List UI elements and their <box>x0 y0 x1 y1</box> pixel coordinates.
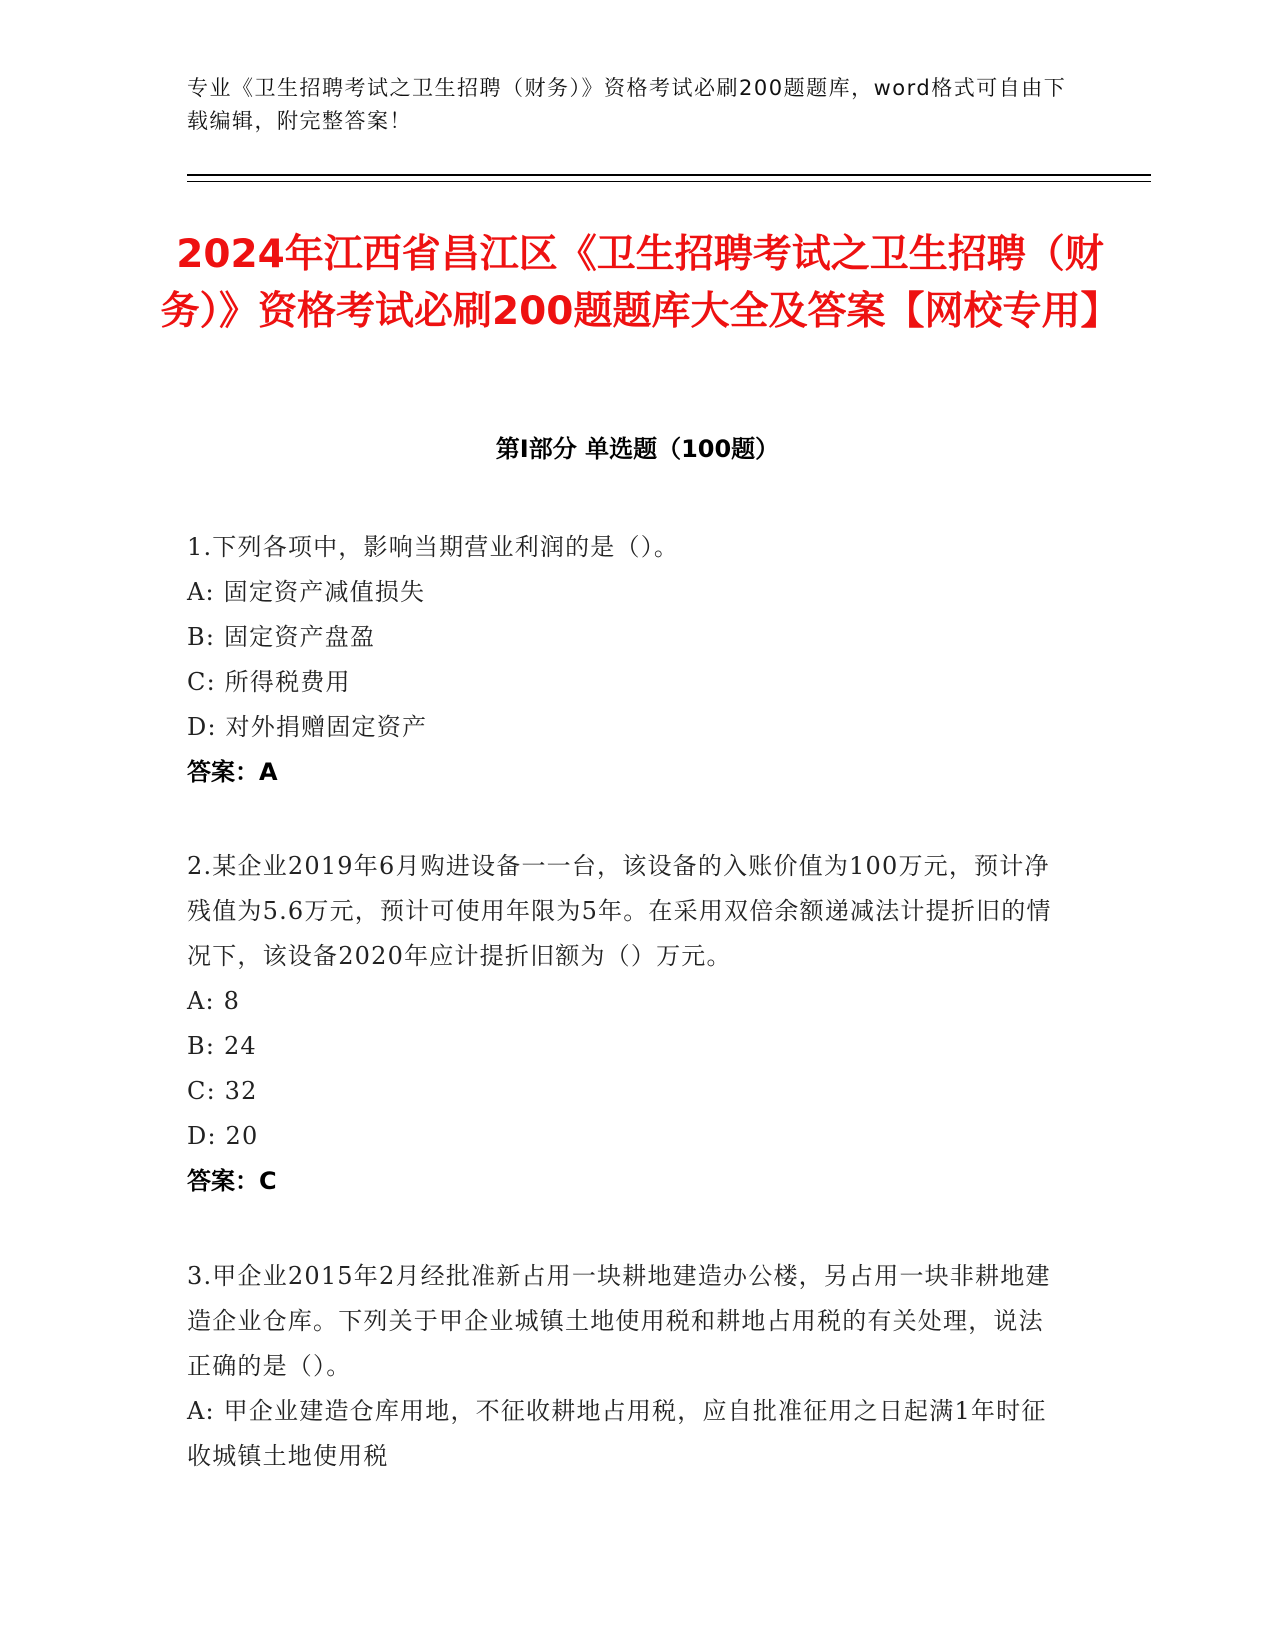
option-c: C: 所得税费用 <box>187 668 351 696</box>
question-stem: 3.甲企业2015年2月经批准新占用一块耕地建造办公楼，另占用一块非耕地建造企业仓库。下列关于甲企业城镇土地使用税和耕地占用税的有关处理，说法正确的是（）。 <box>187 1262 1051 1380</box>
question-2 <box>187 844 1067 1204</box>
question-stem: 2.某企业2019年6月购进设备一一台，该设备的入账价值为100万元，预计净残值为5.6万元，预计可使用年限为5年。在采用双倍余额递减法计提折旧的情况下，该设备2020年应计提折旧额为（）万元。 <box>187 852 1052 970</box>
option-a: A: 固定资产减值损失 <box>187 578 426 606</box>
section-title: 第I部分 单选题（100题） <box>495 435 780 463</box>
option-b: B: 24 <box>187 1032 257 1060</box>
question-1 <box>187 525 1067 795</box>
header-note: 专业《卫生招聘考试之卫生招聘（财务）》资格考试必刷200题题库，word格式可自由下载编辑，附完整答案！ <box>187 76 1067 133</box>
option-b: B: 固定资产盘盈 <box>187 623 376 651</box>
option-a: A: 甲企业建造仓库用地，不征收耕地占用税，应自批准征用之日起满1年时征收城镇土地使用税 <box>187 1397 1047 1470</box>
answer: 答案：A <box>187 758 278 786</box>
header-divider-thick <box>187 174 1151 176</box>
question-3 <box>187 1254 1067 1479</box>
option-d: D: 对外捐赠固定资产 <box>187 713 428 741</box>
option-d: D: 20 <box>187 1122 259 1150</box>
answer: 答案：C <box>187 1167 277 1195</box>
question-stem: 1.下列各项中，影响当期营业利润的是（）。 <box>187 533 680 561</box>
option-a: A: 8 <box>187 987 241 1015</box>
document-title: 2024年江西省昌江区《卫生招聘考试之卫生招聘（财务）》资格考试必刷200题题库大全及答案【网校专用】 <box>160 232 1120 334</box>
header-divider-thin <box>187 181 1151 182</box>
option-c: C: 32 <box>187 1077 258 1105</box>
